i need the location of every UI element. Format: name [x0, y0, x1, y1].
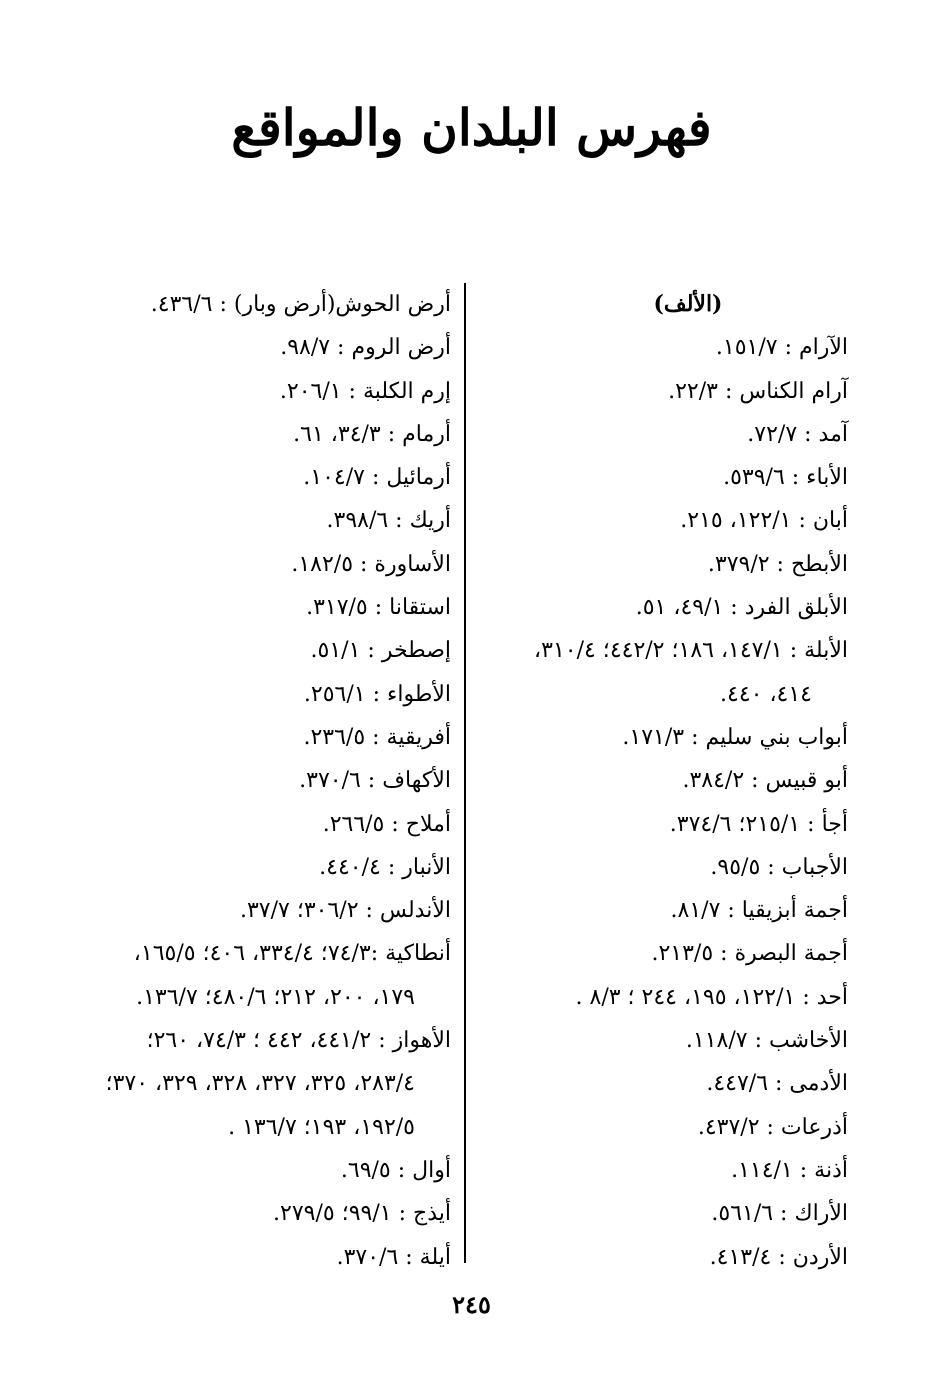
index-entry: أذنة : ١١٤/١.	[731, 1157, 848, 1183]
index-entry: أبان : ١٢٢/١، ٢١٥.	[680, 508, 848, 534]
column-divider	[464, 283, 466, 1263]
index-entry: الأبلق الفرد : ٤٩/١، ٥١.	[635, 595, 848, 621]
index-entry: الأكهاف : ٣٧٠/٦.	[299, 768, 451, 794]
index-entry: أيذج : ٩٩/١؛ ٢٧٩/٥.	[273, 1201, 451, 1227]
index-entry: أذرعات : ٤٣٧/٢.	[697, 1114, 848, 1140]
index-entry: الأساورة : ١٨٢/٥.	[291, 551, 451, 577]
index-entry: أرض الروم : ٩٨/٧.	[280, 335, 451, 361]
index-entry: الأطواء : ٢٥٦/١.	[303, 681, 451, 707]
index-entry-continuation: ١٧٩، ٢٠٠، ٢١٢؛ ٤٨٠/٦؛ ١٣٦/٧.	[136, 984, 415, 1010]
index-entry: الأبطح : ٣٧٩/٢.	[707, 551, 848, 577]
index-entry: الآرام : ١٥١/٧.	[715, 335, 848, 361]
index-entry: أجمة البصرة : ٢١٣/٥.	[651, 941, 848, 967]
index-entry: أجمة أبزيقيا : ٨١/٧.	[670, 898, 848, 924]
index-entry: إرم الكلبة : ٢٠٦/١.	[279, 378, 451, 404]
index-entry: الأبلة : ١٤٧/١، ١٨٦؛ ٤٤٢/٢؛ ٣١٠/٤،	[534, 638, 848, 664]
index-entry: الأجباب : ٩٥/٥.	[710, 854, 848, 880]
index-column-left	[51, 283, 451, 1279]
page-title: فهرس البلدان والمواقع	[231, 98, 712, 157]
index-column-right	[468, 283, 848, 1279]
index-entry: الأراك : ٥٦١/٦.	[711, 1201, 848, 1227]
index-entry: الأدمى : ٤٤٧/٦.	[706, 1071, 848, 1097]
index-entry: الأنبار : ٤٤٠/٤.	[319, 854, 451, 880]
index-entry: أرمام : ٣٤/٣، ٦١.	[293, 421, 451, 447]
index-entry: أجأ : ٢١٥/١؛ ٣٧٤/٦.	[669, 811, 848, 837]
index-entry-continuation: ٤١٤، ٤٤٠.	[720, 681, 812, 707]
index-entry: الأباء : ٥٣٩/٦.	[723, 465, 848, 491]
page-number: ٢٤٥	[452, 1290, 491, 1319]
section-heading: (الألف)	[653, 291, 723, 317]
index-entry: أفريقية : ٢٣٦/٥.	[303, 724, 451, 750]
index-entry: أرض الحوش(أرض وبار) : ٤٣٦/٦.	[150, 292, 451, 317]
index-entry: أبو قبيس : ٣٨٤/٢.	[682, 768, 848, 794]
index-entry: الأهواز : ٤٤١/٢، ٤٤٢ ؛ ٧٤/٣، ٢٦٠؛	[146, 1028, 451, 1054]
index-entry: أنطاكية :٧٤/٣؛ ٣٣٤/٤، ٤٠٦؛ ١٦٥/٥،	[133, 941, 451, 967]
index-entry: أملاح : ٢٦٦/٥.	[322, 811, 451, 837]
index-entry: أريك : ٣٩٨/٦.	[326, 508, 451, 534]
index-entry: أبواب بني سليم : ١٧١/٣.	[622, 724, 848, 750]
index-entry: الأندلس : ٣٠٦/٢؛ ٣٧/٧.	[239, 898, 451, 924]
index-entry: أرمائيل : ١٠٤/٧.	[303, 465, 451, 491]
index-entry: استقانا : ٣١٧/٥.	[306, 595, 451, 621]
index-entry: أحد : ١٢٢/١، ١٩٥، ٢٤٤ ؛ ٨/٣ .	[575, 984, 848, 1010]
index-entry-continuation: ٢٨٣/٤، ٣٢٥، ٣٢٧، ٣٢٨، ٣٢٩، ٣٧٠؛	[105, 1071, 415, 1097]
index-entry: آرام الكناس : ٢٢/٣.	[668, 378, 848, 404]
index-entry: أوال : ٦٩/٥.	[340, 1157, 451, 1183]
index-entry: آمد : ٧٢/٧.	[747, 421, 848, 447]
index-entry: الأردن : ٤١٣/٤.	[709, 1244, 848, 1270]
index-entry-continuation: ١٩٢/٥، ١٩٣؛ ١٣٦/٧ .	[228, 1114, 415, 1140]
index-entry: الأخاشب : ١١٨/٧.	[685, 1028, 848, 1054]
index-entry: إصطخر : ٥١/١.	[310, 638, 451, 664]
index-entry: أيلة : ٣٧٠/٦.	[336, 1244, 451, 1270]
